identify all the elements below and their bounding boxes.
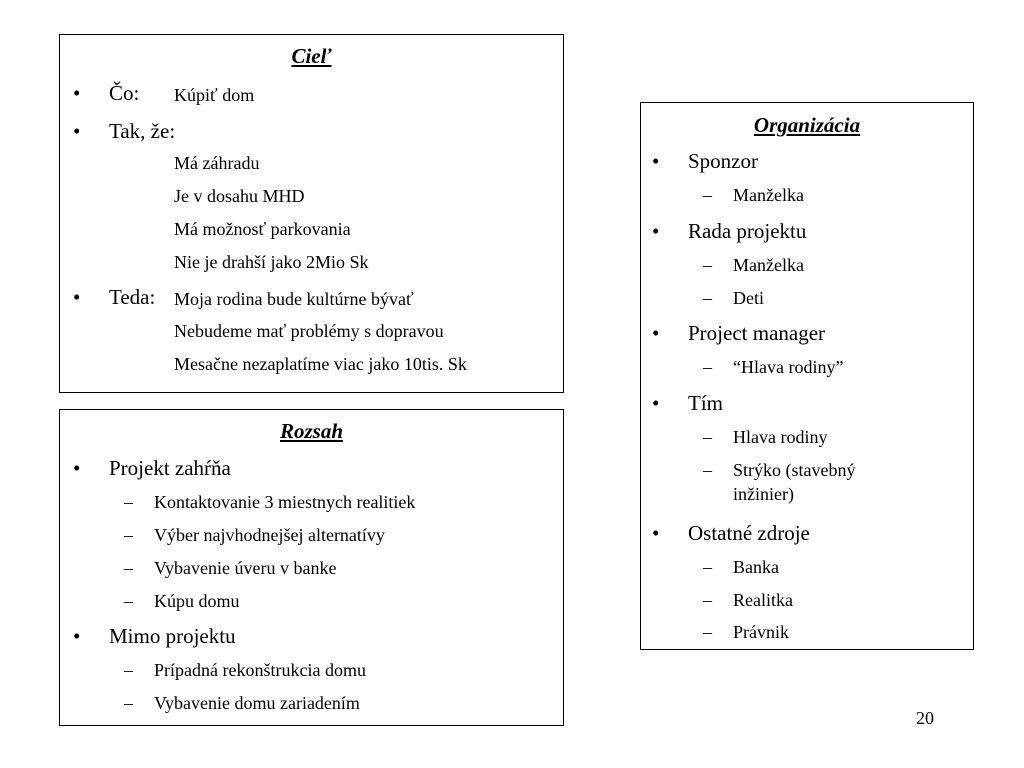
scope-box [59,409,564,726]
scope-group-label: Projekt zahŕňa [109,456,231,480]
goal-so-that-label: Tak, že: [109,119,176,143]
organization-title: Organizácia [753,113,861,137]
bullet-icon: • [73,119,81,143]
goal-condition: Nie je drahší jako 2Mio Sk [174,252,369,272]
org-role-label: Rada projektu [688,219,807,243]
goal-outcome: Nebudeme mať problémy s dopravou [174,321,444,341]
scope-title: Rozsah [279,419,344,443]
goal-therefore-label: Teda: [109,285,156,309]
goal-title: Cieľ [291,44,332,68]
dash-icon: – [703,427,712,447]
bullet-icon: • [652,149,660,173]
goal-condition: Má možnosť parkovania [174,219,351,239]
org-role-label: Ostatné zdroje [688,521,810,545]
org-role-label: Project manager [688,321,826,345]
org-member: Manželka [733,255,804,275]
goal-outcome: Mesačne nezaplatíme viac jako 10tis. Sk [174,354,467,374]
dash-icon: – [124,525,133,545]
dash-icon: – [703,185,712,205]
bullet-icon: • [652,521,660,545]
org-member: Banka [733,557,779,577]
dash-icon: – [124,492,133,512]
scope-item: Výber najvhodnejšej alternatívy [154,525,385,545]
org-member: Hlava rodiny [733,427,828,447]
organization-box [640,102,974,650]
scope-item: Kontaktovanie 3 miestnych realitiek [154,492,416,512]
org-member: Deti [733,288,764,308]
scope-item: Prípadná rekonštrukcia domu [154,660,366,680]
goal-condition: Je v dosahu MHD [174,186,305,206]
org-member: Realitka [733,590,793,610]
scope-item: Vybavenie úveru v banke [154,558,337,578]
bullet-icon: • [73,81,81,105]
slide-number: 20 [916,708,934,728]
bullet-icon: • [73,285,81,309]
goal-what-label: Čo: [109,81,140,105]
goal-what-value: Kúpiť dom [174,85,255,105]
dash-icon: – [703,460,712,480]
dash-icon: – [703,357,712,377]
bullet-icon: • [652,219,660,243]
goal-outcome: Moja rodina bude kultúrne bývať [174,289,414,309]
dash-icon: – [703,590,712,610]
bullet-icon: • [73,456,81,480]
scope-item: Vybavenie domu zariadením [154,693,360,713]
org-member: Strýko (stavebný [733,460,856,480]
dash-icon: – [124,693,133,713]
dash-icon: – [703,622,712,642]
dash-icon: – [703,288,712,308]
org-member: Právnik [733,622,789,642]
bullet-icon: • [652,391,660,415]
scope-group-label: Mimo projektu [109,624,236,648]
dash-icon: – [124,558,133,578]
scope-item: Kúpu domu [154,591,240,611]
goal-box [59,34,564,393]
org-member: Manželka [733,185,804,205]
goal-condition: Má záhradu [174,153,260,173]
dash-icon: – [124,591,133,611]
org-role-label: Tím [688,391,723,415]
bullet-icon: • [652,321,660,345]
dash-icon: – [124,660,133,680]
dash-icon: – [703,557,712,577]
dash-icon: – [703,255,712,275]
org-member: “Hlava rodiny” [733,357,844,377]
org-member-continuation: inžinier) [733,484,794,504]
bullet-icon: • [73,624,81,648]
org-role-label: Sponzor [688,149,758,173]
